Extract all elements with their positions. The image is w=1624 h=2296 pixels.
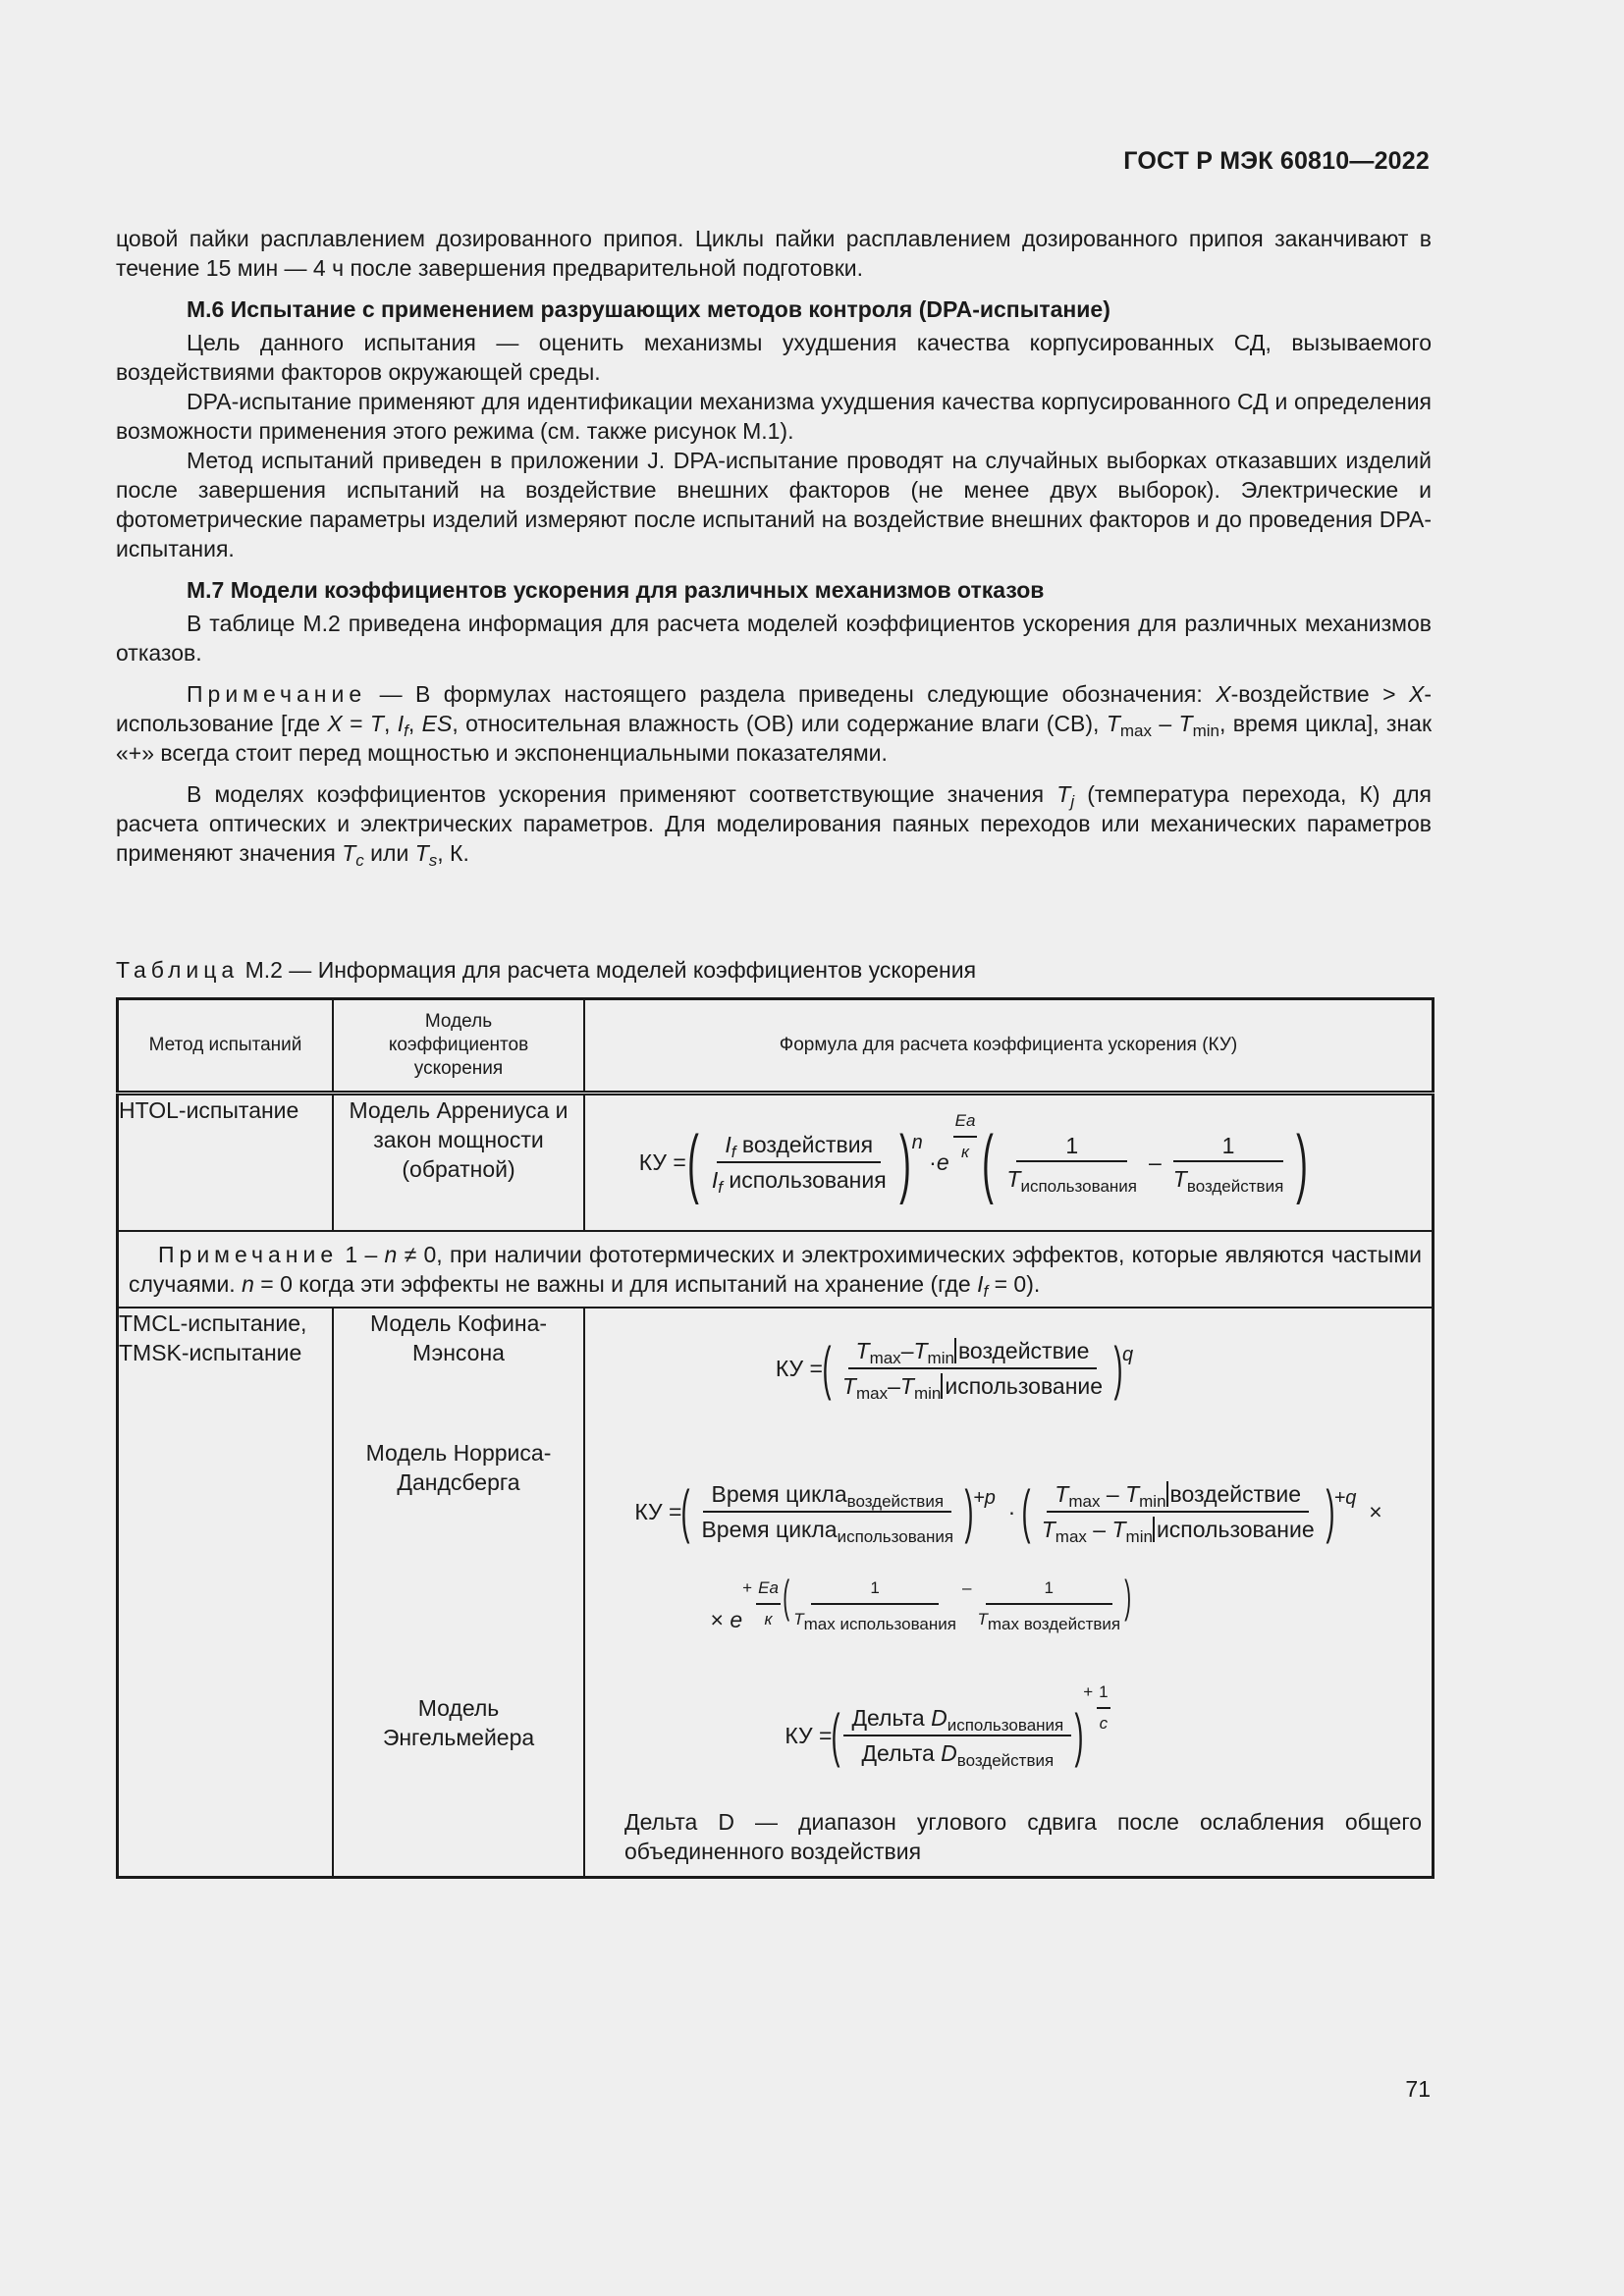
paragraph: Цель данного испытания — оценить механизмы ухудшения качества корпусированных СД, вызываемого воздействиями факторов окружающей среды.	[116, 330, 1432, 385]
section-title-m7: М.7 Модели коэффициентов ускорения для различных механизмов отказов	[187, 577, 1045, 603]
header-cell: Метод испытаний	[118, 999, 334, 1094]
header-cell: Модель коэффициентов ускорения	[333, 999, 584, 1094]
model-engelmaier: Модель Энгельмейера	[382, 1694, 535, 1750]
formula-engelmaier: КУ = ( $\frac{Дельта D_{использования}}{Дельта D_{воздействия}}$ ) + $\frac{1}{c}$	[595, 1703, 1304, 1768]
model-norris-landzberg: Модель Норриса-Дандсберга	[365, 1439, 552, 1495]
acceleration-table	[116, 997, 1435, 1879]
formula-cell-arrhenius: КУ = ( $\frac{I_f воздействия}{I_f использования}$ ) n · e $\frac{Ea}{к}$ ( $\frac{1}{T_{использования}}$ – $\frac{1}{T_{воздействия}}$ )	[584, 1094, 1434, 1231]
note-paragraph: Примечание — В формулах настоящего раздела приведены следующие обозначения: X-воздействие > X-использование [где X = T, $I_f$, ES, относительная влажность (ОВ) или содержание влаги (СВ), $T_{max} - T_{min}$, время цикла], знак «+» всегда стоит перед мощностью и экспоненциальными показателями.	[116, 681, 1433, 766]
formula-norris-exp: × e + $\frac{Ea}{к}$ ( $\frac{1}{T_{max использования}}$ – $\frac{1}{T_{max воздействия}}$ )	[710, 1570, 1132, 1633]
model-coffin-manson: Модель Кофина-Мэнсона	[369, 1309, 548, 1365]
table-header-row	[118, 999, 1434, 1094]
table-note: Примечание 1 – n ≠ 0, при наличии фототермических и электрохимических эффектов, которые являются частыми случаями. n = 0 когда эти эффекты не важны и для испытаний на хранение (где $I_f = 0$).	[118, 1231, 1434, 1308]
body-text	[116, 224, 1432, 868]
section-title-m6: М.6 Испытание с применением разрушающих методов контроля (DPA-испытание)	[187, 296, 1110, 322]
header-cell: Формула для расчета коэффициента ускорения (КУ)	[584, 999, 1434, 1094]
note-label: Примечание	[187, 681, 367, 707]
paragraph: цовой пайки расплавлением дозированного припоя. Циклы пайки расплавлением дозированного припоя заканчивают в течение 15 мин — 4 ч после завершения предварительной подготовки.	[116, 226, 1432, 281]
method-cell: HTOL-испытание	[118, 1094, 334, 1231]
page-number: 71	[1405, 2076, 1431, 2102]
table-row-tmcl	[118, 1308, 1434, 1878]
paragraph-models: В моделях коэффициентов ускорения применяют соответствующие значения $T_j$ (температура перехода, К) для расчета оптических и электрических параметров. Для моделирования паяных переходов или механических параметров применяют значения $T_c$ или $T_s$, К.	[116, 781, 1432, 870]
delta-note: Дельта D — диапазон углового сдвига после ослабления общего объединенного воздействия	[624, 1808, 1422, 1864]
paragraph: В таблице М.2 приведена информация для расчета моделей коэффициентов ускорения для различных механизмов отказов.	[116, 611, 1432, 666]
formula-norris-landzberg: КУ = ( $\frac{Время цикла_{воздействия}}{Время цикла_{использования}}$ ) +p · ( $\frac{T_{max} - T_{min} воздействие}{T_{max} - T_{min} использование}$ ) +q ×	[634, 1477, 1382, 1546]
table-row-htol	[118, 1094, 1434, 1231]
model-cell	[333, 1308, 584, 1878]
document-header: ГОСТ Р МЭК 60810—2022	[1123, 147, 1430, 175]
method-cell: TMCL-испытание, TMSK-испытание	[118, 1308, 334, 1878]
paragraph: Метод испытаний приведен в приложении J. DPA-испытание проводят на случайных выборках отказавших изделий после завершения испытаний на воздействие внешних факторов (не менее двух выборок). Электрические и фотометрические параметры изделий измеряют после испытаний на воздействие внешних факторов и до проведения DPA-испытания.	[116, 448, 1432, 561]
table-note-row	[118, 1231, 1434, 1308]
paragraph: DPA-испытание применяют для идентификации механизма ухудшения качества корпусированного СД и определения возможности применения этого режима (см. также рисунок М.1).	[116, 389, 1432, 444]
formula-cell-group	[584, 1308, 1434, 1878]
model-cell: Модель Аррениуса и закон мощности (обратной)	[333, 1094, 584, 1231]
formula-coffin-manson: КУ = ( $\frac{T_{max}-T_{min} воздействие}{T_{max}-T_{min} использование}$ ) q	[775, 1334, 1134, 1403]
table-caption: Таблица М.2 — Информация для расчета моделей коэффициентов ускорения	[116, 957, 977, 983]
